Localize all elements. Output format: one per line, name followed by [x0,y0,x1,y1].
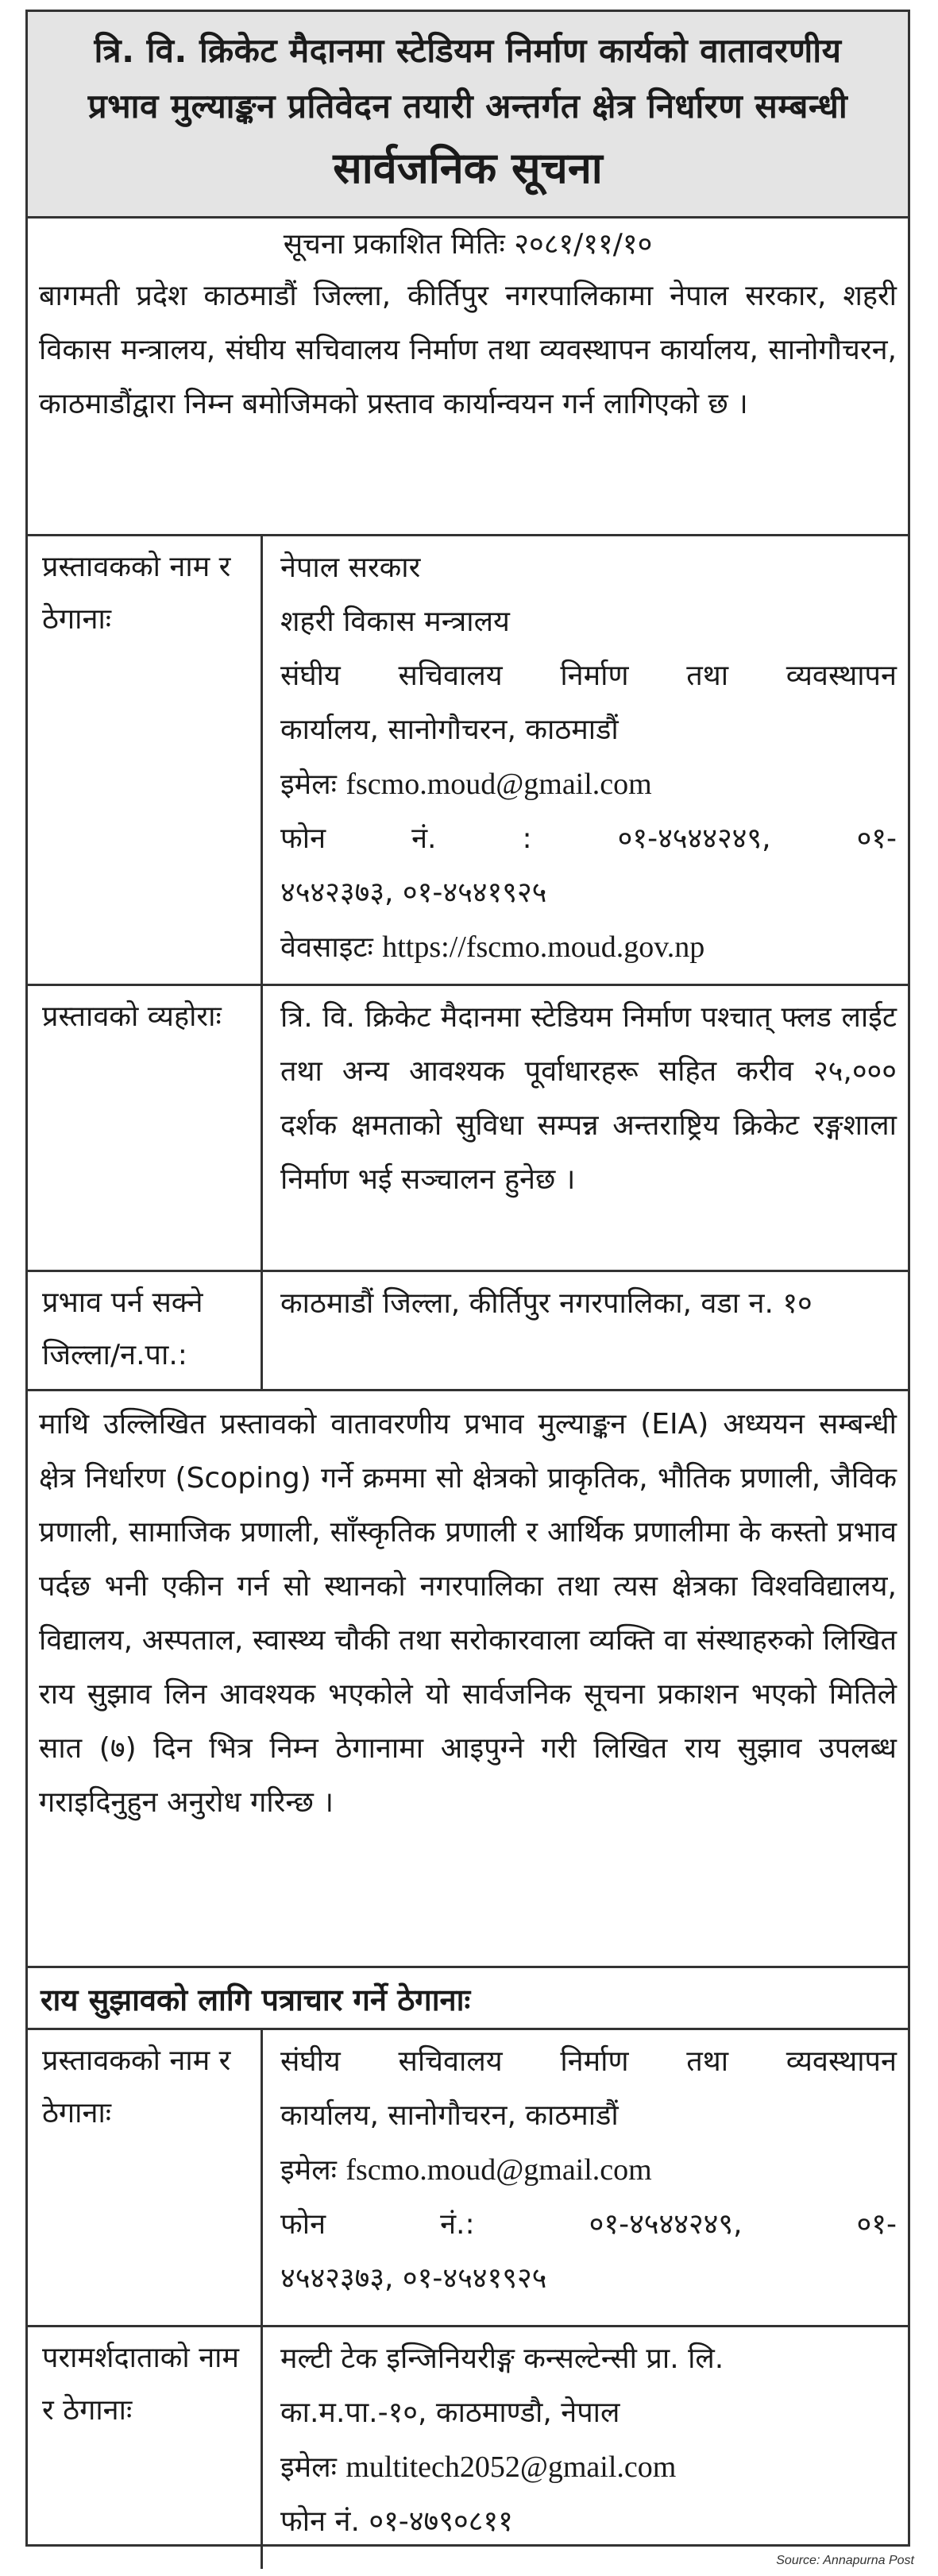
public-notice [25,10,910,2547]
contact-proponent-label: प्रस्तावकको नाम र ठेगानाः [28,2030,263,2325]
proponent-phone-line-1: फोन नं. : ०१-४५४४२४९, ०१- [280,822,897,855]
contact-phone-line-2: ४५४२३७३, ०१-४५४१९२५ [280,2262,547,2295]
proponent-line-1: नेपाल सरकार [280,551,421,584]
notice-title: सार्वजनिक सूचना [333,143,603,193]
proponent-row [28,536,908,986]
consultant-email[interactable]: multitech2052@gmail.com [345,2450,677,2484]
consultant-phone: फोन नं. ०१-४७९०८११ [280,2505,513,2538]
proponent-label: प्रस्तावकको नाम र ठेगानाः [28,536,263,984]
contact-email-label: इमेलः [280,2154,337,2187]
email-label: इमेलः [280,768,337,801]
contact-heading: राय सुझावको लागि पत्राचार गर्ने ठेगानाः [28,1968,908,2030]
contact-proponent-details [263,2030,908,2325]
published-date: सूचना प्रकाशित मितिः २०८१/११/१० [283,228,653,261]
proponent-website[interactable]: https://fscmo.moud.gov.np [382,930,705,964]
proposal-text: त्रि. वि. क्रिकेट मैदानमा स्टेडियम निर्माण पश्चात् फ्लड लाईट तथा अन्य आवश्यक पूर्वाधारहरू सहित करीव २५,००० दर्शक क्षमताको सुविधा सम्पन्न अन्तराष्ट्रिय क्रिकेट रङ्गशाला निर्माण भई सञ्चालन हुनेछ । [280,1001,897,1196]
consultant-row [28,2327,908,2569]
proponent-phone-line-2: ४५४२३७३, ०१-४५४१९२५ [280,876,547,909]
consultant-label: परामर्शदाताको नाम र ठेगानाः [28,2327,263,2569]
header-line-2: प्रभाव मुल्याङ्कन प्रतिवेदन तयारी अन्तर्गत क्षेत्र निर्धारण सम्बन्धी [87,87,848,126]
notice-header [28,12,908,219]
contact-email[interactable]: fscmo.moud@gmail.com [345,2153,652,2187]
proponent-line-2: शहरी विकास मन्त्रालय [280,605,510,638]
intro-paragraph: बागमती प्रदेश काठमाडौं जिल्ला, कीर्तिपुर नगरपालिकामा नेपाल सरकार, शहरी विकास मन्त्रालय, संघीय सचिवालय निर्माण तथा व्यवस्थापन कार्यालय, सानोगौचरन, काठमाडौंद्वारा निम्न बमोजिमको प्रस्ताव कार्यान्वयन गर्न लागिएको छ । [28,269,908,536]
contact-line-1: संघीय सचिवालय निर्माण तथा व्यवस्थापन [280,2045,897,2078]
affected-area-label: प्रभाव पर्न सक्ने जिल्ला/न.पा.: [28,1272,263,1389]
affected-area-row [28,1272,908,1391]
website-label: वेवसाइटः [280,931,373,964]
proponent-details [263,536,908,984]
consultant-details [263,2327,908,2569]
proposal-row [28,986,908,1272]
consultant-line-1: मल्टी टेक इन्जिनियरीङ्ग कन्सल्टेन्सी प्रा. लि. [280,2342,724,2375]
eia-scoping-paragraph: माथि उल्लिखित प्रस्तावको वातावरणीय प्रभाव मुल्याङ्कन (EIA) अध्ययन सम्बन्धी क्षेत्र निर्धारण (Scoping) गर्ने क्रममा सो क्षेत्रको प्राकृतिक, भौतिक प्रणाली, जैविक प्रणाली, सामाजिक प्रणाली, साँस्कृतिक प्रणाली र आर्थिक प्रणालीमा के कस्तो प्रभाव पर्दछ भनी एकीन गर्न सो स्थानको नगरपालिका तथा त्यस क्षेत्रका विश्वविद्यालय, विद्यालय, अस्पताल, स्वास्थ्य चौकी तथा सरोकारवाला व्यक्ति वा संस्थाहरुको लिखित राय सुझाव लिन आवश्यक भएकोले यो सार्वजनिक सूचना प्रकाशन भएको मितिले सात (७) दिन भित्र निम्न ठेगानामा आइपुग्ने गरी लिखित राय सुझाव उपलब्ध गराइदिनुहुन अनुरोध गरिन्छ । [28,1391,908,1968]
proposal-label: प्रस्तावको व्यहोराः [28,986,263,1270]
proponent-email-line [280,757,897,812]
proponent-email[interactable]: fscmo.moud@gmail.com [345,768,652,801]
proponent-website-line [280,920,897,975]
contact-line-2: कार्यालय, सानोगौचरन, काठमाडौं [280,2099,619,2132]
contact-phone-line-1: फोन नं.: ०१-४५४४२४९, ०१- [280,2208,897,2241]
proponent-line-4: कार्यालय, सानोगौचरन, काठमाडौं [280,714,619,746]
consultant-email-label: इमेलः [280,2451,337,2484]
proponent-line-3: संघीय सचिवालय निर्माण तथा व्यवस्थापन [280,659,897,692]
source-credit: Source: Annapurna Post [776,2554,914,2567]
contact-proponent-row [28,2030,908,2327]
consultant-email-line [280,2440,897,2495]
header-line-1: त्रि. वि. क्रिकेट मैदानमा स्टेडियम निर्माण कार्यको वातावरणीय [94,31,842,70]
contact-email-line [280,2143,897,2198]
consultant-line-2: का.म.पा.-१०, काठमाण्डौ, नेपाल [280,2396,620,2429]
affected-area-text: काठमाडौं जिल्ला, कीर्तिपुर नगरपालिका, वडा न. १० [280,1287,813,1320]
